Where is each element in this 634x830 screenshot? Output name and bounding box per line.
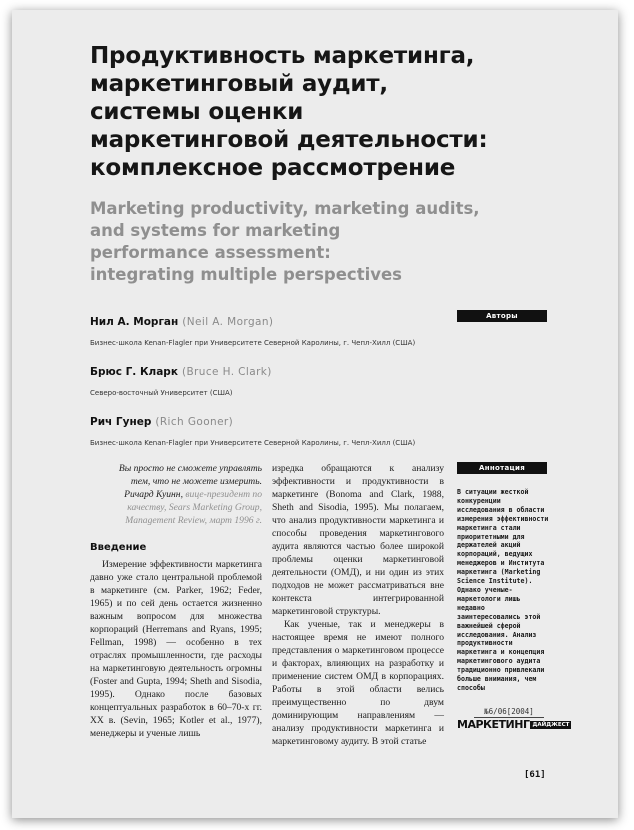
journal-subtitle: ДАЙДЖЕСТ: [532, 722, 570, 728]
journal-logo: [457, 718, 571, 731]
author-name-en: (Neil A. Morgan): [182, 316, 274, 328]
section-heading: Введение: [90, 542, 147, 553]
issue-number: №6/06[2004]: [474, 707, 544, 718]
abstract-text: В ситуации жесткой конкуренции исследования в области измерения эффективности маркетинга стали приоритетными для держателей акций корпораций, ведущих менеджеров и Института маркетинга (Marketing Science Institute). Однако ученые-маркетологи лишь недавно заинтересовались этой важнейшей сферой исследования. Анализ продуктивности маркетинга и концепция маркетингового аудита традиционно привлекали больше внимания, чем способы: [457, 488, 549, 692]
epigraph-quote: Вы просто не сможете управлять тем, что не можете измерить.: [118, 463, 262, 487]
title-russian: [90, 42, 560, 182]
author-name-en: (Rich Gooner): [155, 416, 234, 428]
body-column-left: [90, 558, 262, 740]
epigraph-source: вице-президент по качеству, Sears Marketing Group, Management Review, март 1996 г.: [125, 489, 262, 526]
title-line: комплексное рассмотрение: [90, 155, 456, 181]
epigraph-author: Ричард Куинн,: [124, 489, 183, 500]
author-affiliation: Бизнес-школа Kenan-Flagler при Университете Северной Каролины, г. Чепл-Хилл (США): [90, 339, 416, 347]
title-line: маркетинговой деятельности:: [90, 127, 488, 153]
author-name: Рич Гунер: [90, 416, 152, 428]
title-en-line: integrating multiple perspectives: [90, 265, 403, 284]
author-block: [90, 412, 450, 447]
title-english: [90, 198, 560, 286]
author-affiliation: Северо-восточный Университет (США): [90, 389, 233, 397]
body-column-middle: [272, 462, 444, 748]
author-block: [90, 312, 450, 347]
title-line: системы оценки: [90, 99, 304, 125]
author-block: [90, 362, 450, 397]
title-en-line: Marketing productivity, marketing audits,: [90, 199, 480, 218]
paragraph: изредка обращаются к анализу эффективности и продуктивности в маркетинге (Bonoma and Clark, 1988, Sheth and Sisodia, 1995). Мы полагаем, что анализ продуктивности маркетинга и способы проведения маркетингового аудита являются частью более широкой проблемы оценки маркетинговой деятельности (ОМД), и ни один из этих подходов не может рассматриваться вне контекста интегрированной маркетинговой структуры.: [272, 463, 444, 617]
authors-badge: Авторы: [457, 310, 547, 322]
page-number: [61]: [524, 770, 546, 780]
title-en-line: and systems for marketing: [90, 221, 341, 240]
author-name-en: (Bruce H. Clark): [181, 366, 272, 378]
journal-name: МАРКЕТИНГ: [457, 718, 530, 731]
abstract-badge: Аннотация: [457, 462, 547, 474]
author-affiliation: Бизнес-школа Kenan-Flagler при Университете Северной Каролины, г. Чепл-Хилл (США): [90, 439, 416, 447]
paragraph: Как ученые, так и менеджеры в настоящее время не имеют полного представления о маркетинговом процессе и факторах, влияющих на разработку и применение систем ОМД в корпорациях. Работы в этой области велись преимущественно по двум доминирующим направлениям — анализу продуктивности маркетинга и маркетинговому аудиту. В этой статье: [272, 619, 444, 747]
epigraph: [100, 462, 262, 527]
author-name: Брюс Г. Кларк: [90, 366, 178, 378]
title-line: маркетинговый аудит,: [90, 71, 388, 97]
title-en-line: performance assessment:: [90, 243, 331, 262]
paragraph: Измерение эффективности маркетинга давно уже стало центральной проблемой в маркетинге (см. Parker, 1962; Feder, 1965) и по сей день остается жизненно важным вопросом для множества корпораций (Herremans and Ryans, 1995; Fellman, 1998) — особенно в тех отраслях промышленности, где расходы на маркетинговую деятельность огромны (Foster and Gupta, 1994; Sheth and Sisodia, 1995). Однако после базовых концептуальных разработок в 60–70-х гг. XX в. (Sevin, 1965; Kotler et al., 1977), менеджеры и ученые лишь: [90, 559, 262, 739]
author-name: Нил А. Морган: [90, 316, 179, 328]
article-page: [12, 10, 618, 818]
title-line: Продуктивность маркетинга,: [90, 43, 475, 69]
